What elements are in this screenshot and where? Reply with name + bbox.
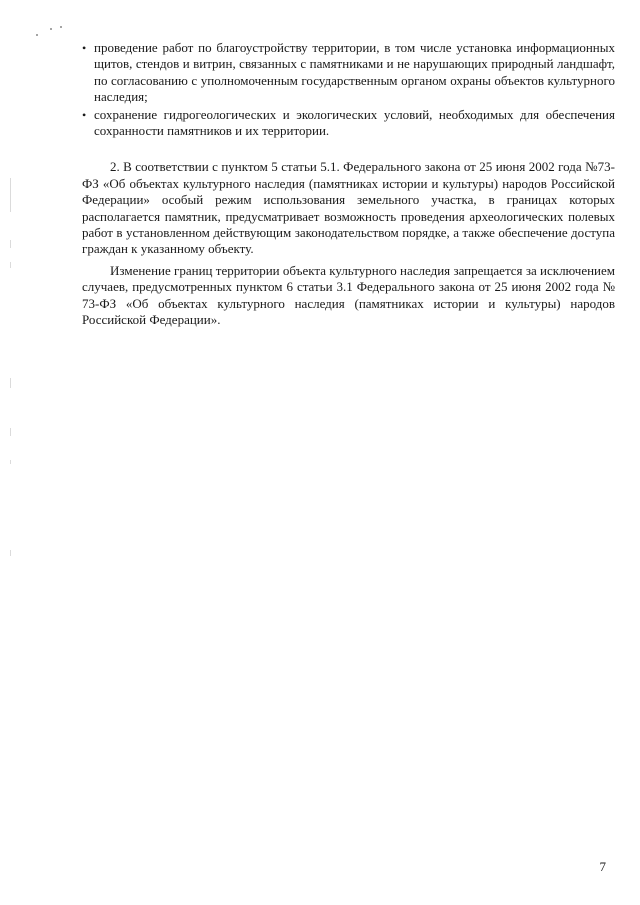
scan-artifact — [60, 26, 62, 28]
scan-artifact — [10, 262, 11, 268]
list-item — [82, 40, 615, 106]
bullet-list — [82, 40, 615, 139]
list-item-text: сохранение гидрогеологических и экологических условий, необходимых для обеспечения сохранности памятников и их территории. — [94, 106, 615, 139]
paragraph: 2. В соответствии с пунктом 5 статьи 5.1. Федерального закона от 25 июня 2002 года №73-ФЗ «Об объектах культурного наследия (памятниках истории и культуры) народов Российской Федерации» особый режим использования земельного участка, в границах которых располагается памятник, предусматривает возможность проведения археологических полевых работ в установленном действующим законодательством порядке, а также обеспечение доступа граждан к указанному объекту. — [82, 159, 615, 257]
bullet-icon: • — [82, 107, 87, 122]
scan-artifact — [10, 428, 11, 436]
scan-artifact — [10, 460, 11, 464]
scan-artifact — [10, 240, 11, 248]
scan-artifact — [10, 378, 11, 388]
scan-artifact — [50, 28, 52, 30]
scan-artifact — [10, 550, 11, 556]
list-item-text: проведение работ по благоустройству территории, в том числе установка информационных щитов, стендов и витрин, связанных с памятниками и не нарушающих природный ландшафт, по согласованию с уполномоченным государственным органом охраны объектов культурного наследия; — [94, 40, 615, 105]
document-body — [82, 40, 615, 329]
page-number: 7 — [599, 859, 606, 874]
scan-artifact — [36, 34, 38, 36]
bullet-icon: • — [82, 41, 87, 55]
list-item — [82, 107, 615, 140]
paragraph: Изменение границ территории объекта культурного наследия запрещается за исключением случаев, предусмотренных пунктом 6 статьи 3.1 Федерального закона от 25 июня 2002 года № 73-ФЗ «Об объектах культурного наследия (памятниках истории и культуры) народов Российской Федерации». — [82, 262, 615, 328]
scan-artifact — [10, 178, 11, 212]
